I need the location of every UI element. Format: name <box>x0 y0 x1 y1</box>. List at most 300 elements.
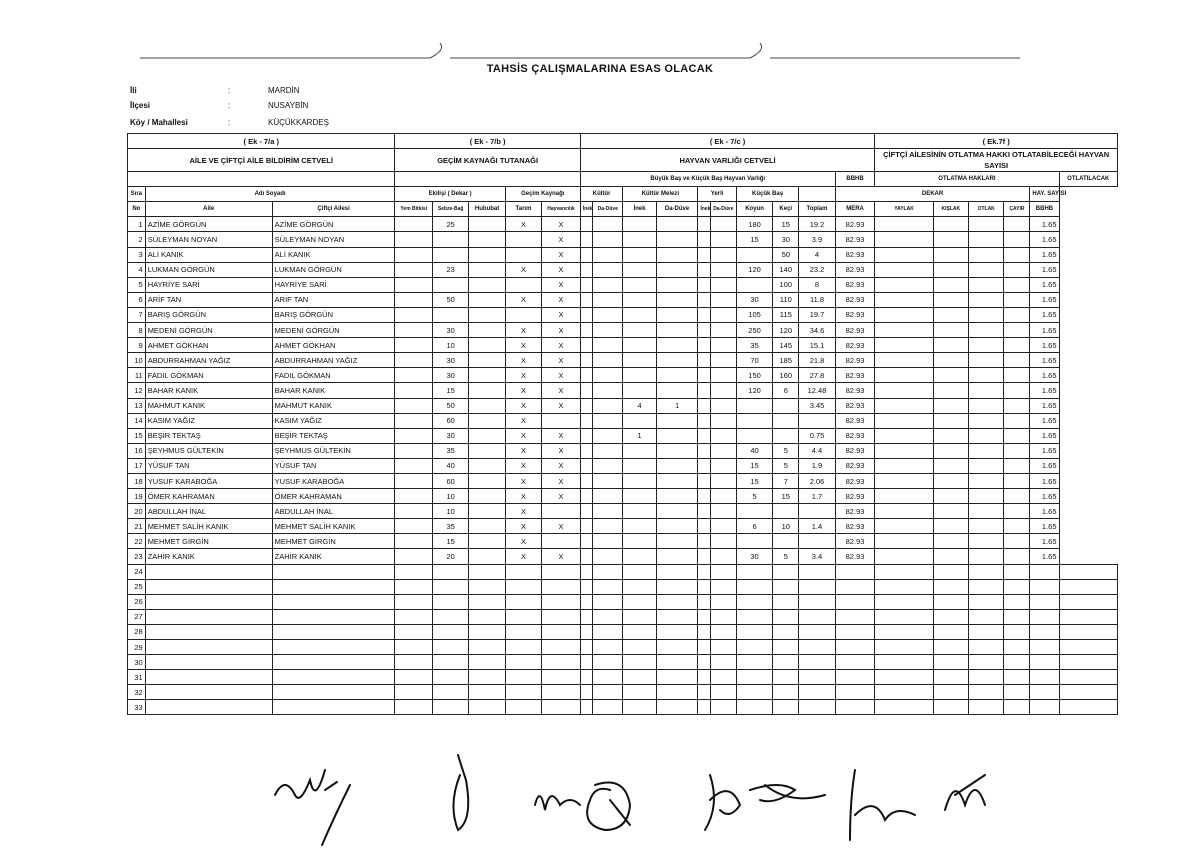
summer-pasture-cell <box>875 217 933 232</box>
empty-cell <box>736 700 772 715</box>
table-row <box>128 594 1118 609</box>
summer-pasture-cell <box>875 489 933 504</box>
empty-cell <box>432 655 468 670</box>
bbhb-total: 0.75 <box>799 428 835 443</box>
hybrid-cow-count <box>623 232 656 247</box>
winter-pasture-cell <box>933 383 968 398</box>
culture-cow-cell <box>580 473 592 488</box>
forage-cell <box>395 247 432 262</box>
forage-cell <box>395 534 432 549</box>
goat-count: 7 <box>773 473 799 488</box>
sira-header: Sıra <box>128 187 146 202</box>
empty-cell <box>969 640 1004 655</box>
grain-cell <box>469 383 505 398</box>
grain-cell <box>469 292 505 307</box>
table-row <box>128 624 1118 639</box>
empty-cell <box>736 655 772 670</box>
husbandry-mark: X <box>542 549 581 564</box>
native-cow-cell <box>698 383 710 398</box>
section-title-row <box>128 149 1118 172</box>
culture-heifer-cell <box>593 232 623 247</box>
meadow-cell <box>1004 443 1030 458</box>
native-cow-cell <box>698 413 710 428</box>
decare-header: DEKAR <box>835 187 1030 202</box>
empty-cell <box>469 670 505 685</box>
family-header: Aile <box>145 202 272 217</box>
pasture-value: 82.93 <box>835 383 875 398</box>
bbhb-value: 1.65 <box>1030 292 1059 307</box>
planted-area: 15 <box>432 383 468 398</box>
planted-area: 30 <box>432 368 468 383</box>
husbandry-mark: X <box>542 247 581 262</box>
native-heifer-cell <box>710 338 736 353</box>
culture-header: Kültür <box>580 187 623 202</box>
no-header: No <box>128 202 146 217</box>
bbhb-header-2: BBHB <box>1030 202 1059 217</box>
planted-area <box>432 247 468 262</box>
forage-cell <box>395 473 432 488</box>
summer-pasture-cell <box>875 353 933 368</box>
native-cow-cell <box>698 292 710 307</box>
empty-cell <box>736 594 772 609</box>
summer-pasture-cell <box>875 277 933 292</box>
hybrid-heifer-count <box>656 338 698 353</box>
planted-area: 60 <box>432 473 468 488</box>
bbhb-total <box>799 413 835 428</box>
meadow-cell <box>1004 232 1030 247</box>
summer-pasture-cell <box>875 519 933 534</box>
culture-cow-cell <box>580 353 592 368</box>
family-name: HAYRİYE SARİ <box>145 277 272 292</box>
family-name: KASIM YAĞIZ <box>145 413 272 428</box>
bbhb-value: 1.65 <box>1030 443 1059 458</box>
empty-cell <box>432 564 468 579</box>
culture-cow-cell <box>580 232 592 247</box>
row-number: 17 <box>128 458 146 473</box>
empty-cell <box>593 685 623 700</box>
sheep-count <box>736 277 772 292</box>
goat-count: 15 <box>773 489 799 504</box>
planted-area: 25 <box>432 217 468 232</box>
empty-cell <box>542 655 581 670</box>
pasture-value: 82.93 <box>835 443 875 458</box>
meadow-cell <box>1004 338 1030 353</box>
hybrid-heifer-count: 1 <box>656 398 698 413</box>
hybrid-heifer-count <box>656 353 698 368</box>
empty-cell <box>145 594 272 609</box>
empty-cell <box>145 640 272 655</box>
agriculture-mark: X <box>505 323 541 338</box>
native-cow-cell <box>698 368 710 383</box>
native-heifer-cell <box>710 292 736 307</box>
table-row <box>128 685 1118 700</box>
empty-cell <box>799 670 835 685</box>
empty-cell <box>432 685 468 700</box>
row-number: 16 <box>128 443 146 458</box>
empty-cell <box>542 579 581 594</box>
bbhb-total: 19.7 <box>799 307 835 322</box>
grain-cell <box>469 323 505 338</box>
empty-cell <box>933 609 968 624</box>
native-cow-cell <box>698 232 710 247</box>
table-row <box>128 338 1118 353</box>
hybrid-heifer-count <box>656 368 698 383</box>
summer-pasture-cell <box>875 549 933 564</box>
goat-count: 140 <box>773 262 799 277</box>
culture-heifer-cell <box>593 504 623 519</box>
agriculture-mark: X <box>505 458 541 473</box>
row-number: 11 <box>128 368 146 383</box>
meadow-cell <box>1004 549 1030 564</box>
table-row <box>128 232 1118 247</box>
empty-cell <box>799 609 835 624</box>
row-number: 28 <box>128 624 146 639</box>
meadow-cell <box>1004 428 1030 443</box>
grazing-land-cell <box>969 383 1004 398</box>
hybrid-heifer-count <box>656 247 698 262</box>
empty-cell <box>1030 640 1059 655</box>
native-heifer-cell <box>710 413 736 428</box>
empty-cell <box>835 609 875 624</box>
empty-cell <box>773 655 799 670</box>
hybrid-cow-count <box>623 473 656 488</box>
family-declaration-title: AİLE VE ÇİFTÇİ AİLE BİLDİRİM CETVELİ <box>128 149 395 172</box>
district-label: İlçesi <box>130 101 151 110</box>
hybrid-heifer-count <box>656 383 698 398</box>
sheep-count: 70 <box>736 353 772 368</box>
native-heifer-cell <box>710 383 736 398</box>
bbhb-value: 1.65 <box>1030 307 1059 322</box>
planted-area: 40 <box>432 458 468 473</box>
husbandry-mark: X <box>542 338 581 353</box>
family-name: ABDURRAHMAN YAĞIZ <box>145 353 272 368</box>
native-cow-cell <box>698 277 710 292</box>
agriculture-mark: X <box>505 549 541 564</box>
pasture-value: 82.93 <box>835 413 875 428</box>
hybrid-heifer-count <box>656 504 698 519</box>
empty-cell <box>875 700 933 715</box>
sheep-header: Koyun <box>736 202 772 217</box>
grain-cell <box>469 217 505 232</box>
winter-pasture-cell <box>933 338 968 353</box>
row-number: 3 <box>128 247 146 262</box>
sheep-count: 40 <box>736 443 772 458</box>
native-heifer-cell <box>710 277 736 292</box>
empty-cell <box>969 700 1004 715</box>
empty-cell <box>799 700 835 715</box>
family-name: MAHMUT KANIK <box>145 398 272 413</box>
native-heifer-cell <box>710 398 736 413</box>
forage-header: Yem Bitkisi <box>395 202 432 217</box>
meadow-cell <box>1004 489 1030 504</box>
winter-pasture-cell <box>933 277 968 292</box>
empty-cell <box>593 655 623 670</box>
empty-cell <box>580 670 592 685</box>
hybrid-heifer-count <box>656 232 698 247</box>
empty-cell <box>1004 670 1030 685</box>
hybrid-cow-count <box>623 458 656 473</box>
empty-cell <box>593 609 623 624</box>
empty-cell <box>1004 579 1030 594</box>
document-title: TAHSİS ÇALIŞMALARINA ESAS OLACAK <box>486 63 714 75</box>
bbhb-total: 4.4 <box>799 443 835 458</box>
forage-cell <box>395 398 432 413</box>
culture-heifer-cell <box>593 353 623 368</box>
empty-cell <box>145 655 272 670</box>
meadow-header: ÇAYIR <box>1004 202 1030 217</box>
table-row <box>128 383 1118 398</box>
table-row <box>128 564 1118 579</box>
goat-header: Keçi <box>773 202 799 217</box>
empty-cell <box>542 609 581 624</box>
grain-header: Hububat <box>469 202 505 217</box>
native-heifer-cell <box>710 519 736 534</box>
pasture-value: 82.93 <box>835 247 875 262</box>
native-cow-cell <box>698 353 710 368</box>
table-row <box>128 277 1118 292</box>
planted-area: 35 <box>432 519 468 534</box>
grain-cell <box>469 443 505 458</box>
goat-count: 10 <box>773 519 799 534</box>
empty-cell <box>432 594 468 609</box>
empty-cell <box>1030 579 1059 594</box>
native-cow-cell <box>698 247 710 262</box>
empty-cell <box>542 700 581 715</box>
table-row <box>128 489 1118 504</box>
empty-cell <box>432 579 468 594</box>
row-number: 23 <box>128 549 146 564</box>
empty-cell <box>432 640 468 655</box>
hybrid-cow-count <box>623 489 656 504</box>
hybrid-heifer-count <box>656 534 698 549</box>
header-row-2 <box>128 187 1118 202</box>
hybrid-heifer-count <box>656 519 698 534</box>
empty-cell <box>145 609 272 624</box>
table-row <box>128 247 1118 262</box>
winter-pasture-cell <box>933 504 968 519</box>
hybrid-cow-count <box>623 413 656 428</box>
row-number: 31 <box>128 670 146 685</box>
annex-row <box>128 134 1118 149</box>
summer-pasture-cell <box>875 504 933 519</box>
farmer-family-name: KASIM YAĞIZ <box>272 413 395 428</box>
family-name: ALİ KANIK <box>145 247 272 262</box>
goat-count: 6 <box>773 383 799 398</box>
farmer-family-name: YUSUF KARABOĞA <box>272 473 395 488</box>
animal-count-header: HAY. SAYISI <box>1030 187 1059 202</box>
empty-cell <box>698 670 710 685</box>
bbhb-value: 1.65 <box>1030 232 1059 247</box>
table-row <box>128 579 1118 594</box>
native-heifer-cell <box>710 262 736 277</box>
goat-count: 110 <box>773 292 799 307</box>
empty-cell <box>469 640 505 655</box>
sheep-count: 250 <box>736 323 772 338</box>
grazing-land-cell <box>969 232 1004 247</box>
family-name: AZİME GÖRGÜN <box>145 217 272 232</box>
planted-area: 10 <box>432 504 468 519</box>
annex-7a: ( Ek - 7/a ) <box>128 134 395 149</box>
empty-cell <box>773 609 799 624</box>
husbandry-mark: X <box>542 368 581 383</box>
planted-area: 60 <box>432 413 468 428</box>
empty-cell <box>875 594 933 609</box>
empty-cell <box>469 564 505 579</box>
empty-cell <box>469 655 505 670</box>
meadow-cell <box>1004 504 1030 519</box>
culture-heifer-cell <box>593 368 623 383</box>
grazing-land-cell <box>969 413 1004 428</box>
hybrid-cow-count <box>623 549 656 564</box>
empty-cell <box>505 564 541 579</box>
agriculture-mark: X <box>505 398 541 413</box>
empty-cell <box>580 640 592 655</box>
hybrid-cow-count <box>623 368 656 383</box>
farmer-family-name: LUKMAN GÖRGÜN <box>272 262 395 277</box>
summer-pasture-cell <box>875 323 933 338</box>
pasture-value: 82.93 <box>835 473 875 488</box>
heifer-header-2: Da-Düve <box>656 202 698 217</box>
table-row <box>128 368 1118 383</box>
meadow-cell <box>1004 368 1030 383</box>
row-number: 5 <box>128 277 146 292</box>
empty-cell <box>623 624 656 639</box>
income-source-header: Geçim Kaynağı <box>505 187 580 202</box>
grazing-land-cell <box>969 519 1004 534</box>
planted-area: 20 <box>432 549 468 564</box>
empty-cell <box>1004 624 1030 639</box>
farmer-family-name: ABDURRAHMAN YAĞIZ <box>272 353 395 368</box>
row-number: 10 <box>128 353 146 368</box>
native-cow-cell <box>698 307 710 322</box>
empty-cell <box>736 640 772 655</box>
table-row <box>128 655 1118 670</box>
culture-cow-cell <box>580 534 592 549</box>
empty-cell <box>698 594 710 609</box>
winter-pasture-cell <box>933 262 968 277</box>
empty-cell <box>875 685 933 700</box>
hybrid-cow-count <box>623 217 656 232</box>
empty-cell <box>710 609 736 624</box>
empty-cell <box>656 640 698 655</box>
culture-cow-cell <box>580 262 592 277</box>
planted-area: 35 <box>432 443 468 458</box>
empty-cell <box>698 655 710 670</box>
empty-cell <box>395 670 432 685</box>
empty-cell <box>395 624 432 639</box>
agriculture-mark: X <box>505 534 541 549</box>
native-cow-cell <box>698 262 710 277</box>
empty-cell <box>835 700 875 715</box>
empty-cell <box>580 579 592 594</box>
native-heifer-cell <box>710 217 736 232</box>
empty-cell <box>272 594 395 609</box>
empty-cell <box>969 624 1004 639</box>
empty-cell <box>710 594 736 609</box>
empty-cell <box>875 670 933 685</box>
empty-cell <box>875 564 933 579</box>
bbhb-total: 11.8 <box>799 292 835 307</box>
empty-cell <box>580 655 592 670</box>
farmer-family-name: ÖMER KAHRAMAN <box>272 489 395 504</box>
row-number: 7 <box>128 307 146 322</box>
sheep-count: 35 <box>736 338 772 353</box>
grazing-rights-header: OTLATMA HAKLARI <box>875 172 1059 187</box>
native-cow-cell <box>698 473 710 488</box>
empty-cell <box>272 624 395 639</box>
winter-pasture-cell <box>933 307 968 322</box>
goat-count: 145 <box>773 338 799 353</box>
goat-count <box>773 504 799 519</box>
hybrid-cow-count: 4 <box>623 398 656 413</box>
husbandry-mark: X <box>542 473 581 488</box>
meadow-cell <box>1004 262 1030 277</box>
sheep-count <box>736 428 772 443</box>
grazing-land-cell <box>969 292 1004 307</box>
farmer-family-name: ALİ KANIK <box>272 247 395 262</box>
husbandry-mark: X <box>542 262 581 277</box>
sheep-count: 15 <box>736 473 772 488</box>
native-heifer-cell <box>710 323 736 338</box>
table-row <box>128 700 1118 715</box>
row-number: 19 <box>128 489 146 504</box>
empty-cell <box>580 564 592 579</box>
empty-cell <box>736 670 772 685</box>
empty-cell <box>505 670 541 685</box>
planted-area-header: Ekilişi ( Dekar ) <box>395 187 505 202</box>
row-number: 32 <box>128 685 146 700</box>
empty-cell <box>969 670 1004 685</box>
empty-cell <box>145 670 272 685</box>
empty-cell <box>799 685 835 700</box>
empty-cell <box>1059 655 1117 670</box>
bbhb-total: 19.2 <box>799 217 835 232</box>
table-row <box>128 413 1118 428</box>
table-row <box>128 428 1118 443</box>
empty-cell <box>799 624 835 639</box>
row-number: 14 <box>128 413 146 428</box>
culture-heifer-cell <box>593 338 623 353</box>
row-number: 18 <box>128 473 146 488</box>
pasture-value: 82.93 <box>835 534 875 549</box>
row-number: 8 <box>128 323 146 338</box>
bbhb-value: 1.65 <box>1030 519 1059 534</box>
empty-cell <box>835 564 875 579</box>
native-heifer-cell <box>710 428 736 443</box>
pasture-value: 82.93 <box>835 519 875 534</box>
goat-count: 5 <box>773 443 799 458</box>
empty-cell <box>736 579 772 594</box>
farmer-family-name: BARIŞ GÖRGÜN <box>272 307 395 322</box>
cow-header-2: İnek <box>623 202 656 217</box>
empty-cell <box>875 640 933 655</box>
husbandry-mark: X <box>542 443 581 458</box>
empty-cell <box>1030 685 1059 700</box>
empty-cell <box>799 564 835 579</box>
livelihood-title: GEÇİM KAYNAĞI TUTANAĞI <box>395 149 580 172</box>
grazing-land-cell <box>969 247 1004 262</box>
bbhb-value: 1.65 <box>1030 262 1059 277</box>
grain-cell <box>469 262 505 277</box>
empty-cell <box>656 685 698 700</box>
forage-cell <box>395 217 432 232</box>
agriculture-mark: X <box>505 383 541 398</box>
empty-cell <box>623 670 656 685</box>
culture-cow-cell <box>580 458 592 473</box>
empty-cell <box>469 609 505 624</box>
pasture-value: 82.93 <box>835 398 875 413</box>
empty-cell <box>272 609 395 624</box>
